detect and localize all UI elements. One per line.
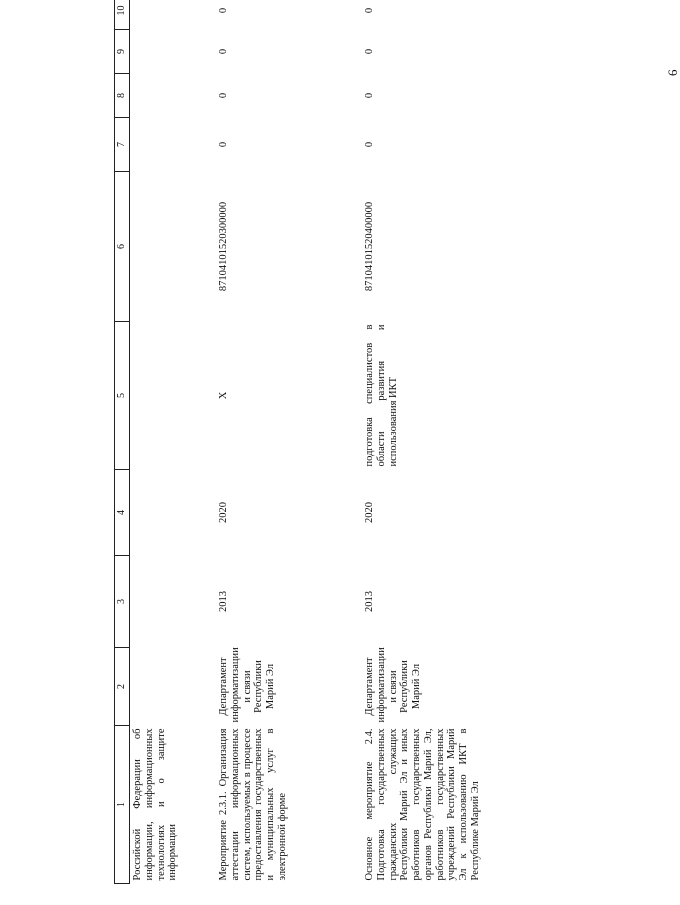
row-title-cell: Основное мероприятие 2.4. Подготовка государственных гражданских служащих Республики Марий Эл и иных работников государственных органов Республики Марий Эл, работников государственных учреждений Республики Марий Эл к использованию ИКТ в Республике Марий Эл xyxy=(364,728,481,881)
value-cell: 0 xyxy=(218,92,229,99)
value-cell: 0 xyxy=(364,141,375,148)
table-row xyxy=(216,0,362,884)
value-cell: 0 xyxy=(364,7,375,14)
value-cell: 0 xyxy=(364,92,375,99)
column-number: 2 xyxy=(115,648,130,726)
row-title-cell: Мероприятие 2.3.1. Организация аттестации информационных систем, используемых в процессе предоставления государственных и муниципальных услуг в электронной форме xyxy=(218,728,288,881)
end-year-cell xyxy=(130,470,217,556)
value-cell: 0 xyxy=(218,48,229,55)
column-number-row xyxy=(115,0,130,884)
end-year-cell: 2020 xyxy=(364,502,375,523)
value-cell xyxy=(130,118,217,172)
value-cell xyxy=(130,30,217,74)
code-cell: 87104101520300000 xyxy=(218,201,229,292)
column-number: 7 xyxy=(115,118,130,172)
column-number: 5 xyxy=(115,322,130,470)
column-number: 1 xyxy=(115,726,130,884)
row-title-cell: Российской Федерации об информации, информационных технологиях и о защите информации xyxy=(132,728,179,881)
column-number: 6 xyxy=(115,172,130,322)
executor-cell: Департамент информатизации и связи Республики Марий Эл xyxy=(218,647,276,723)
start-year-cell xyxy=(130,556,217,648)
start-year-cell: 2013 xyxy=(364,591,375,612)
value-cell xyxy=(130,74,217,118)
executor-cell: Департамент информатизации и связи Республики Марий Эл xyxy=(364,647,422,723)
column-number: 4 xyxy=(115,470,130,556)
column-number: 8 xyxy=(115,74,130,118)
value-cell xyxy=(130,0,217,30)
rotated-table-sheet xyxy=(114,5,522,884)
end-year-cell: 2020 xyxy=(218,502,229,523)
result-cell xyxy=(130,322,217,470)
start-year-cell: 2013 xyxy=(218,591,229,612)
code-cell: 87104101520400000 xyxy=(364,201,375,292)
program-table xyxy=(114,0,536,884)
page-number: 6 xyxy=(665,69,680,76)
result-cell: Х xyxy=(218,391,229,400)
value-cell: 0 xyxy=(218,7,229,14)
result-cell: подготовка специалистов в области развития и использования ИКТ xyxy=(364,324,399,467)
executor-cell xyxy=(130,648,217,726)
value-cell: 0 xyxy=(218,141,229,148)
table-row xyxy=(362,0,536,884)
code-cell xyxy=(130,172,217,322)
value-cell: 0 xyxy=(364,48,375,55)
table-row xyxy=(130,0,217,884)
column-number: 3 xyxy=(115,556,130,648)
column-number: 9 xyxy=(115,30,130,74)
column-number: 10 xyxy=(115,0,130,30)
